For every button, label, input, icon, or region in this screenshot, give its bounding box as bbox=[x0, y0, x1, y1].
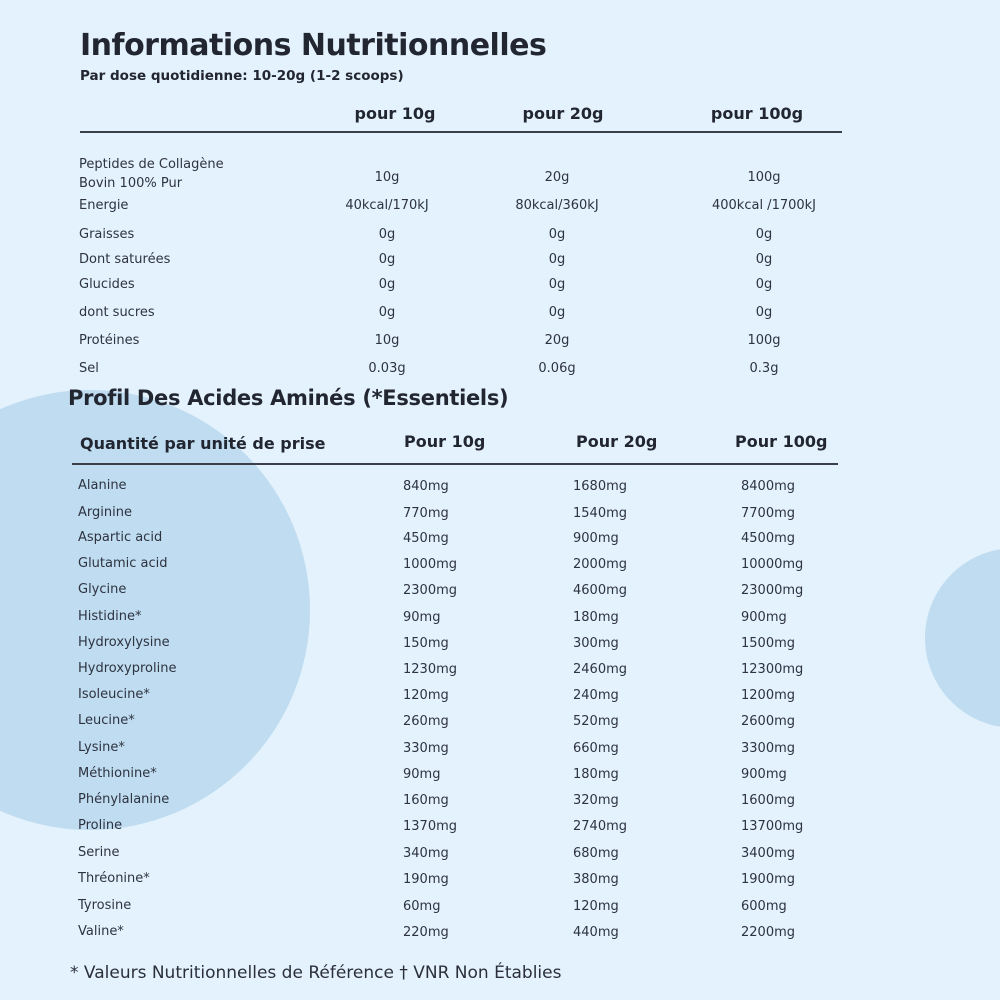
amino-cell: 680mg bbox=[573, 846, 619, 861]
nutrition-cell: 0g bbox=[378, 227, 396, 242]
amino-cell: 7700mg bbox=[741, 506, 795, 521]
amino-cell: 3400mg bbox=[741, 846, 795, 861]
amino-row-label: Isoleucine* bbox=[78, 687, 150, 702]
amino-cell: 2460mg bbox=[573, 662, 627, 677]
amino-cell: 120mg bbox=[403, 688, 449, 703]
amino-cell: 450mg bbox=[403, 531, 449, 546]
nutrition-cell: 0.3g bbox=[749, 361, 779, 376]
amino-column-header: Pour 10g bbox=[404, 432, 486, 451]
amino-cell: 380mg bbox=[573, 872, 619, 887]
nutrition-cell: 0g bbox=[378, 277, 396, 292]
amino-cell: 900mg bbox=[741, 610, 787, 625]
amino-row-label: Glutamic acid bbox=[78, 556, 168, 571]
amino-cell: 90mg bbox=[403, 610, 441, 625]
nutrition-cell: 0g bbox=[755, 252, 773, 267]
nutrition-cell: 100g bbox=[747, 333, 781, 348]
amino-cell: 1230mg bbox=[403, 662, 457, 677]
amino-cell: 1200mg bbox=[741, 688, 795, 703]
amino-row-label: Histidine* bbox=[78, 609, 142, 624]
amino-cell: 160mg bbox=[403, 793, 449, 808]
amino-cell: 3300mg bbox=[741, 741, 795, 756]
amino-cell: 150mg bbox=[403, 636, 449, 651]
nutrition-row-label: Energie bbox=[79, 198, 129, 213]
amino-section-title: Profil Des Acides Aminés (*Essentiels) bbox=[68, 386, 509, 410]
footnote: * Valeurs Nutritionnelles de Référence † VNR Non Établies bbox=[70, 963, 562, 983]
amino-row-label: Thréonine* bbox=[78, 871, 150, 886]
amino-row-label: Leucine* bbox=[78, 713, 135, 728]
nutrition-row-label: Dont saturées bbox=[79, 252, 171, 267]
amino-cell: 600mg bbox=[741, 899, 787, 914]
nutrition-cell: 0g bbox=[378, 252, 396, 267]
amino-row-label: Alanine bbox=[78, 478, 127, 493]
amino-cell: 1370mg bbox=[403, 819, 457, 834]
amino-cell: 2740mg bbox=[573, 819, 627, 834]
amino-cell: 190mg bbox=[403, 872, 449, 887]
amino-cell: 220mg bbox=[403, 925, 449, 940]
amino-cell: 660mg bbox=[573, 741, 619, 756]
amino-cell: 8400mg bbox=[741, 479, 795, 494]
amino-row-label: Valine* bbox=[78, 924, 124, 939]
amino-cell: 90mg bbox=[403, 767, 441, 782]
amino-cell: 340mg bbox=[403, 846, 449, 861]
amino-cell: 320mg bbox=[573, 793, 619, 808]
nutrition-cell: 0g bbox=[378, 305, 396, 320]
page-subtitle: Par dose quotidienne: 10-20g (1-2 scoops) bbox=[80, 68, 404, 84]
nutrition-header-rule bbox=[80, 131, 842, 133]
amino-cell: 1900mg bbox=[741, 872, 795, 887]
amino-header-rule bbox=[72, 463, 838, 465]
amino-cell: 4600mg bbox=[573, 583, 627, 598]
nutrition-cell: 40kcal/170kJ bbox=[345, 198, 429, 213]
nutrition-cell: 80kcal/360kJ bbox=[515, 198, 599, 213]
amino-cell: 300mg bbox=[573, 636, 619, 651]
amino-cell: 4500mg bbox=[741, 531, 795, 546]
nutrition-cell: 0g bbox=[755, 305, 773, 320]
amino-cell: 13700mg bbox=[741, 819, 804, 834]
amino-row-label: Aspartic acid bbox=[78, 530, 163, 545]
amino-cell: 2300mg bbox=[403, 583, 457, 598]
nutrition-cell: 20g bbox=[544, 170, 570, 185]
amino-cell: 1500mg bbox=[741, 636, 795, 651]
nutrition-cell: 0.03g bbox=[368, 361, 406, 376]
amino-cell: 2200mg bbox=[741, 925, 795, 940]
nutrition-cell: 0.06g bbox=[538, 361, 576, 376]
nutrition-row-label: Peptides de Collagène Bovin 100% Pur bbox=[79, 157, 224, 191]
amino-cell: 1680mg bbox=[573, 479, 627, 494]
nutrition-row-label: Glucides bbox=[79, 277, 135, 292]
nutrition-row-label: Graisses bbox=[79, 227, 135, 242]
nutrition-row-label: Sel bbox=[79, 361, 99, 376]
amino-cell: 60mg bbox=[403, 899, 441, 914]
nutrition-cell: 10g bbox=[374, 333, 400, 348]
amino-row-label: Hydroxyproline bbox=[78, 661, 177, 676]
amino-cell: 440mg bbox=[573, 925, 619, 940]
amino-column-header: Pour 20g bbox=[576, 432, 658, 451]
amino-cell: 770mg bbox=[403, 506, 449, 521]
nutrition-row-label: Protéines bbox=[79, 333, 140, 348]
nutrition-cell: 0g bbox=[548, 305, 566, 320]
amino-cell: 10000mg bbox=[741, 557, 804, 572]
amino-cell: 23000mg bbox=[741, 583, 804, 598]
nutrition-column-header: pour 20g bbox=[522, 104, 604, 123]
nutrition-column-header: pour 10g bbox=[354, 104, 436, 123]
nutrition-cell: 400kcal /1700kJ bbox=[711, 198, 817, 213]
nutrition-cell: 0g bbox=[755, 227, 773, 242]
amino-cell: 120mg bbox=[573, 899, 619, 914]
amino-cell: 1540mg bbox=[573, 506, 627, 521]
amino-cell: 240mg bbox=[573, 688, 619, 703]
amino-cell: 330mg bbox=[403, 741, 449, 756]
amino-row-label: Proline bbox=[78, 818, 123, 833]
amino-row-label: Lysine* bbox=[78, 740, 125, 755]
amino-column-header: Pour 100g bbox=[735, 432, 828, 451]
nutrition-cell: 100g bbox=[747, 170, 781, 185]
amino-cell: 900mg bbox=[573, 531, 619, 546]
amino-row-label: Phénylalanine bbox=[78, 792, 170, 807]
amino-row-label: Méthionine* bbox=[78, 766, 157, 781]
nutrition-cell: 10g bbox=[374, 170, 400, 185]
amino-cell: 2000mg bbox=[573, 557, 627, 572]
page-title: Informations Nutritionnelles bbox=[80, 28, 547, 63]
amino-cell: 1600mg bbox=[741, 793, 795, 808]
decorative-circle-left bbox=[0, 390, 310, 830]
amino-row-label: Hydroxylysine bbox=[78, 635, 170, 650]
nutrition-cell: 0g bbox=[548, 227, 566, 242]
amino-cell: 260mg bbox=[403, 714, 449, 729]
amino-cell: 12300mg bbox=[741, 662, 804, 677]
amino-cell: 1000mg bbox=[403, 557, 457, 572]
amino-cell: 900mg bbox=[741, 767, 787, 782]
amino-label-header: Quantité par unité de prise bbox=[80, 434, 326, 453]
nutrition-cell: 0g bbox=[755, 277, 773, 292]
nutrition-cell: 0g bbox=[548, 277, 566, 292]
nutrition-cell: 20g bbox=[544, 333, 570, 348]
decorative-circle-right bbox=[925, 548, 1000, 728]
amino-row-label: Arginine bbox=[78, 505, 132, 520]
amino-cell: 840mg bbox=[403, 479, 449, 494]
nutrition-row-label: dont sucres bbox=[79, 305, 155, 320]
nutrition-column-header: pour 100g bbox=[710, 104, 804, 123]
amino-cell: 2600mg bbox=[741, 714, 795, 729]
amino-cell: 180mg bbox=[573, 610, 619, 625]
nutrition-cell: 0g bbox=[548, 252, 566, 267]
amino-row-label: Serine bbox=[78, 845, 120, 860]
amino-cell: 520mg bbox=[573, 714, 619, 729]
amino-cell: 180mg bbox=[573, 767, 619, 782]
amino-row-label: Tyrosine bbox=[78, 898, 132, 913]
amino-row-label: Glycine bbox=[78, 582, 127, 597]
